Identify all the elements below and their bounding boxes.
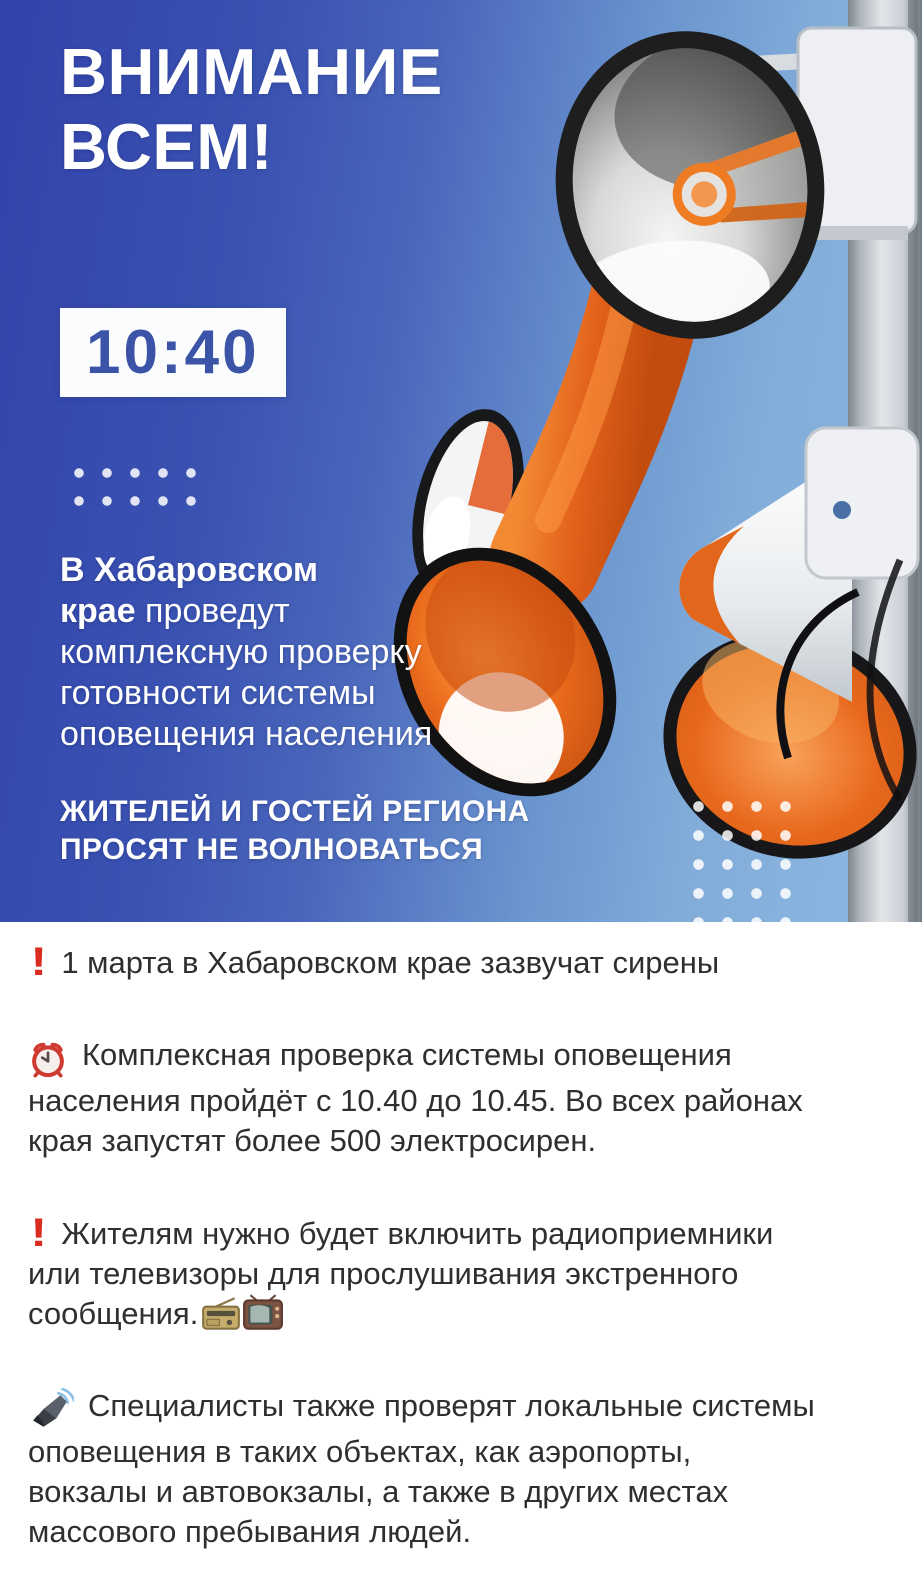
poster-title-line1: ВНИМАНИЕ [60, 35, 443, 108]
loudspeaker-icon [28, 1388, 74, 1432]
paragraph-sirens-date: ! 1 марта в Хабаровском крае зазвучат сирены [30, 940, 720, 984]
siren-time-badge: 10:40 [60, 308, 286, 397]
dot-grid-top-left [58, 452, 204, 510]
radio-icon [200, 1296, 242, 1331]
paragraph-local-systems: Специалисты также проверят локальные системы оповещения в таких объектах, как аэропорты, вокзалы и автовокзалы, а также в других местах массового пребывания людей. [28, 1388, 815, 1549]
poster-title-line2: ВСЕМ! [60, 110, 274, 184]
poster-lead-text: В Хабаровском крае проведут комплексную проверку готовности системы оповещения населения [60, 551, 433, 753]
dot-grid-bottom-right [678, 786, 798, 922]
tv-icon [242, 1296, 284, 1331]
poster-subtitle: ЖИТЕЛЕЙ И ГОСТЕЙ РЕГИОНА ПРОСЯТ НЕ ВОЛНОВАТЬСЯ [60, 795, 530, 866]
paragraph-radio-tv: ! Жителям нужно будет включить радиоприемники или телевизоры для прослушивания экстренного сообщения. [28, 1211, 774, 1331]
poster-title [60, 34, 443, 185]
post-text-body [0, 922, 922, 1582]
paragraph-check-schedule: Комплексная проверка системы оповещения населения пройдёт с 10.40 до 10.45. Во всех районах края запустят более 500 электросирен. [28, 1037, 803, 1158]
alarm-clock-icon [28, 1039, 68, 1081]
red-exclamation-icon: ! [30, 940, 47, 984]
red-exclamation-icon: ! [30, 1211, 47, 1255]
